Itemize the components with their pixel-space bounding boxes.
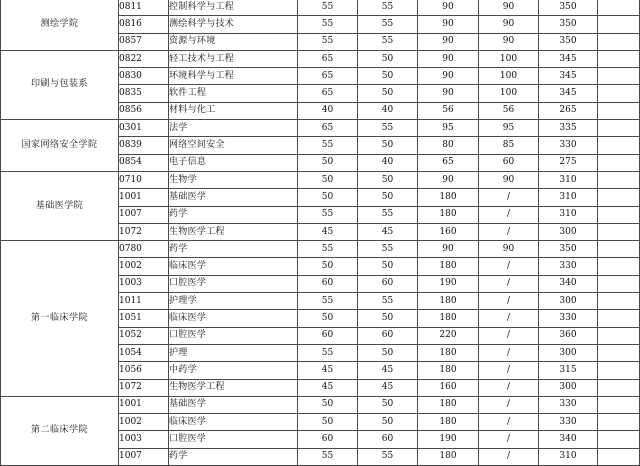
college-name-cell: 第二临床学院	[1, 396, 119, 465]
major-code-cell: 1072	[119, 379, 169, 396]
subject2-score-cell: 90	[479, 241, 539, 258]
empty-cell	[598, 223, 640, 240]
major-code-cell: 0835	[119, 85, 169, 102]
total-score-cell: 55	[298, 206, 358, 223]
overall-score-cell: 335	[539, 120, 598, 137]
total-score-cell: 55	[298, 241, 358, 258]
subject2-score-cell: /	[479, 293, 539, 310]
empty-cell	[598, 154, 640, 171]
total-score-cell: 60	[298, 275, 358, 292]
overall-score-cell: 330	[539, 310, 598, 327]
major-code-cell: 0856	[119, 102, 169, 119]
overall-score-cell: 345	[539, 68, 598, 85]
total-score-cell: 65	[298, 50, 358, 67]
major-code-cell: 1003	[119, 275, 169, 292]
subject1-score-cell: 95	[418, 120, 479, 137]
major-name-cell: 网络空间安全	[169, 137, 298, 154]
politics-score-cell: 55	[358, 241, 418, 258]
overall-score-cell: 330	[539, 396, 598, 413]
total-score-cell: 55	[298, 0, 358, 16]
major-name-cell: 口腔医学	[169, 275, 298, 292]
major-code-cell: 0839	[119, 137, 169, 154]
empty-cell	[598, 68, 640, 85]
major-name-cell: 药学	[169, 448, 298, 465]
overall-score-cell: 350	[539, 16, 598, 33]
total-score-cell: 50	[298, 258, 358, 275]
total-score-cell: 45	[298, 379, 358, 396]
subject2-score-cell: /	[479, 223, 539, 240]
overall-score-cell: 310	[539, 206, 598, 223]
empty-cell	[598, 189, 640, 206]
politics-score-cell: 40	[358, 102, 418, 119]
major-name-cell: 临床医学	[169, 258, 298, 275]
table-row	[1, 396, 640, 413]
overall-score-cell: 330	[539, 414, 598, 431]
major-code-cell: 1001	[119, 189, 169, 206]
overall-score-cell: 300	[539, 223, 598, 240]
major-code-cell: 0822	[119, 50, 169, 67]
total-score-cell: 45	[298, 362, 358, 379]
subject1-score-cell: 90	[418, 68, 479, 85]
subject2-score-cell: /	[479, 344, 539, 361]
major-name-cell: 轻工技术与工程	[169, 50, 298, 67]
empty-cell	[598, 362, 640, 379]
subject1-score-cell: 90	[418, 171, 479, 188]
table-row	[1, 120, 640, 137]
total-score-cell: 50	[298, 396, 358, 413]
overall-score-cell: 330	[539, 258, 598, 275]
politics-score-cell: 50	[358, 137, 418, 154]
politics-score-cell: 40	[358, 154, 418, 171]
overall-score-cell: 310	[539, 189, 598, 206]
politics-score-cell: 50	[358, 414, 418, 431]
empty-cell	[598, 275, 640, 292]
subject1-score-cell: 190	[418, 431, 479, 448]
subject1-score-cell: 80	[418, 137, 479, 154]
major-code-cell: 1007	[119, 448, 169, 465]
major-code-cell: 1052	[119, 327, 169, 344]
subject1-score-cell: 160	[418, 379, 479, 396]
politics-score-cell: 55	[358, 206, 418, 223]
subject1-score-cell: 180	[418, 293, 479, 310]
major-name-cell: 基础医学	[169, 396, 298, 413]
subject1-score-cell: 90	[418, 0, 479, 16]
empty-cell	[598, 0, 640, 16]
major-code-cell: 1002	[119, 258, 169, 275]
subject2-score-cell: 100	[479, 68, 539, 85]
politics-score-cell: 55	[358, 16, 418, 33]
major-name-cell: 材料与化工	[169, 102, 298, 119]
overall-score-cell: 310	[539, 448, 598, 465]
politics-score-cell: 50	[358, 258, 418, 275]
major-name-cell: 控制科学与工程	[169, 0, 298, 16]
overall-score-cell: 315	[539, 362, 598, 379]
major-code-cell: 0710	[119, 171, 169, 188]
subject1-score-cell: 180	[418, 396, 479, 413]
subject2-score-cell: 90	[479, 33, 539, 50]
table-row	[1, 0, 640, 16]
empty-cell	[598, 33, 640, 50]
major-name-cell: 资源与环境	[169, 33, 298, 50]
major-code-cell: 0816	[119, 16, 169, 33]
subject2-score-cell: /	[479, 310, 539, 327]
major-code-cell: 0857	[119, 33, 169, 50]
total-score-cell: 55	[298, 33, 358, 50]
subject2-score-cell: 95	[479, 120, 539, 137]
major-code-cell: 0780	[119, 241, 169, 258]
politics-score-cell: 50	[358, 50, 418, 67]
total-score-cell: 50	[298, 310, 358, 327]
subject2-score-cell: 85	[479, 137, 539, 154]
subject2-score-cell: /	[479, 379, 539, 396]
total-score-cell: 55	[298, 293, 358, 310]
politics-score-cell: 45	[358, 362, 418, 379]
subject1-score-cell: 160	[418, 223, 479, 240]
subject2-score-cell: /	[479, 258, 539, 275]
subject1-score-cell: 65	[418, 154, 479, 171]
politics-score-cell: 45	[358, 379, 418, 396]
empty-cell	[598, 16, 640, 33]
subject1-score-cell: 180	[418, 258, 479, 275]
overall-score-cell: 275	[539, 154, 598, 171]
politics-score-cell: 55	[358, 448, 418, 465]
college-name-cell: 测绘学院	[1, 0, 119, 50]
politics-score-cell: 50	[358, 396, 418, 413]
table-row	[1, 241, 640, 258]
politics-score-cell: 55	[358, 120, 418, 137]
subject2-score-cell: /	[479, 396, 539, 413]
politics-score-cell: 50	[358, 344, 418, 361]
subject2-score-cell: /	[479, 414, 539, 431]
major-name-cell: 临床医学	[169, 310, 298, 327]
subject1-score-cell: 180	[418, 189, 479, 206]
college-name-cell: 国家网络安全学院	[1, 120, 119, 172]
overall-score-cell: 340	[539, 275, 598, 292]
empty-cell	[598, 327, 640, 344]
major-name-cell: 基础医学	[169, 189, 298, 206]
major-name-cell: 法学	[169, 120, 298, 137]
major-name-cell: 生物医学工程	[169, 379, 298, 396]
subject1-score-cell: 90	[418, 50, 479, 67]
empty-cell	[598, 171, 640, 188]
overall-score-cell: 350	[539, 0, 598, 16]
overall-score-cell: 340	[539, 431, 598, 448]
subject1-score-cell: 180	[418, 448, 479, 465]
major-code-cell: 1002	[119, 414, 169, 431]
overall-score-cell: 350	[539, 241, 598, 258]
empty-cell	[598, 379, 640, 396]
subject1-score-cell: 90	[418, 85, 479, 102]
overall-score-cell: 345	[539, 85, 598, 102]
major-code-cell: 1072	[119, 223, 169, 240]
major-name-cell: 临床医学	[169, 414, 298, 431]
politics-score-cell: 55	[358, 0, 418, 16]
major-name-cell: 环境科学与工程	[169, 68, 298, 85]
total-score-cell: 50	[298, 414, 358, 431]
empty-cell	[598, 293, 640, 310]
empty-cell	[598, 206, 640, 223]
empty-cell	[598, 258, 640, 275]
politics-score-cell: 50	[358, 171, 418, 188]
politics-score-cell: 60	[358, 275, 418, 292]
subject1-score-cell: 180	[418, 344, 479, 361]
major-name-cell: 生物学	[169, 171, 298, 188]
subject1-score-cell: 180	[418, 310, 479, 327]
major-code-cell: 1003	[119, 431, 169, 448]
major-code-cell: 0854	[119, 154, 169, 171]
empty-cell	[598, 137, 640, 154]
overall-score-cell: 330	[539, 137, 598, 154]
empty-cell	[598, 431, 640, 448]
major-name-cell: 药学	[169, 206, 298, 223]
politics-score-cell: 60	[358, 327, 418, 344]
empty-cell	[598, 102, 640, 119]
major-name-cell: 生物医学工程	[169, 223, 298, 240]
major-name-cell: 电子信息	[169, 154, 298, 171]
subject1-score-cell: 220	[418, 327, 479, 344]
subject1-score-cell: 190	[418, 275, 479, 292]
subject2-score-cell: 90	[479, 0, 539, 16]
score-table-body	[1, 0, 640, 466]
total-score-cell: 65	[298, 85, 358, 102]
total-score-cell: 65	[298, 68, 358, 85]
subject2-score-cell: 56	[479, 102, 539, 119]
major-code-cell: 0830	[119, 68, 169, 85]
subject1-score-cell: 56	[418, 102, 479, 119]
major-name-cell: 中药学	[169, 362, 298, 379]
subject2-score-cell: /	[479, 448, 539, 465]
total-score-cell: 60	[298, 327, 358, 344]
major-name-cell: 口腔医学	[169, 431, 298, 448]
subject1-score-cell: 90	[418, 241, 479, 258]
major-code-cell: 1001	[119, 396, 169, 413]
subject2-score-cell: 90	[479, 16, 539, 33]
major-name-cell: 护理	[169, 344, 298, 361]
politics-score-cell: 45	[358, 223, 418, 240]
total-score-cell: 55	[298, 448, 358, 465]
empty-cell	[598, 310, 640, 327]
major-name-cell: 口腔医学	[169, 327, 298, 344]
overall-score-cell: 310	[539, 171, 598, 188]
overall-score-cell: 345	[539, 50, 598, 67]
politics-score-cell: 50	[358, 68, 418, 85]
total-score-cell: 40	[298, 102, 358, 119]
college-name-cell: 印刷与包装系	[1, 50, 119, 119]
college-name-cell: 基础医学院	[1, 171, 119, 240]
major-name-cell: 软件工程	[169, 85, 298, 102]
subject1-score-cell: 180	[418, 414, 479, 431]
overall-score-cell: 300	[539, 344, 598, 361]
empty-cell	[598, 414, 640, 431]
subject2-score-cell: /	[479, 275, 539, 292]
subject1-score-cell: 180	[418, 206, 479, 223]
total-score-cell: 65	[298, 120, 358, 137]
empty-cell	[598, 85, 640, 102]
total-score-cell: 50	[298, 171, 358, 188]
subject2-score-cell: /	[479, 431, 539, 448]
politics-score-cell: 50	[358, 310, 418, 327]
total-score-cell: 45	[298, 223, 358, 240]
empty-cell	[598, 344, 640, 361]
total-score-cell: 55	[298, 344, 358, 361]
total-score-cell: 55	[298, 16, 358, 33]
table-row	[1, 171, 640, 188]
total-score-cell: 60	[298, 431, 358, 448]
subject2-score-cell: /	[479, 362, 539, 379]
major-code-cell: 1056	[119, 362, 169, 379]
subject1-score-cell: 90	[418, 33, 479, 50]
college-name-cell: 第一临床学院	[1, 241, 119, 397]
subject2-score-cell: 60	[479, 154, 539, 171]
major-name-cell: 测绘科学与技术	[169, 16, 298, 33]
major-code-cell: 1007	[119, 206, 169, 223]
table-row	[1, 50, 640, 67]
overall-score-cell: 360	[539, 327, 598, 344]
major-name-cell: 药学	[169, 241, 298, 258]
subject2-score-cell: 100	[479, 85, 539, 102]
major-code-cell: 1054	[119, 344, 169, 361]
overall-score-cell: 300	[539, 379, 598, 396]
overall-score-cell: 300	[539, 293, 598, 310]
subject1-score-cell: 180	[418, 362, 479, 379]
empty-cell	[598, 120, 640, 137]
major-code-cell: 1051	[119, 310, 169, 327]
empty-cell	[598, 50, 640, 67]
politics-score-cell: 55	[358, 293, 418, 310]
politics-score-cell: 50	[358, 85, 418, 102]
subject2-score-cell: /	[479, 189, 539, 206]
politics-score-cell: 50	[358, 189, 418, 206]
politics-score-cell: 55	[358, 33, 418, 50]
total-score-cell: 50	[298, 154, 358, 171]
overall-score-cell: 265	[539, 102, 598, 119]
subject1-score-cell: 90	[418, 16, 479, 33]
major-code-cell: 1011	[119, 293, 169, 310]
major-code-cell: 0301	[119, 120, 169, 137]
major-name-cell: 护理学	[169, 293, 298, 310]
overall-score-cell: 350	[539, 33, 598, 50]
total-score-cell: 50	[298, 189, 358, 206]
empty-cell	[598, 396, 640, 413]
total-score-cell: 55	[298, 137, 358, 154]
empty-cell	[598, 448, 640, 465]
major-code-cell: 0811	[119, 0, 169, 16]
subject2-score-cell: /	[479, 327, 539, 344]
subject2-score-cell: 100	[479, 50, 539, 67]
subject2-score-cell: 90	[479, 171, 539, 188]
empty-cell	[598, 241, 640, 258]
subject2-score-cell: /	[479, 206, 539, 223]
politics-score-cell: 60	[358, 431, 418, 448]
